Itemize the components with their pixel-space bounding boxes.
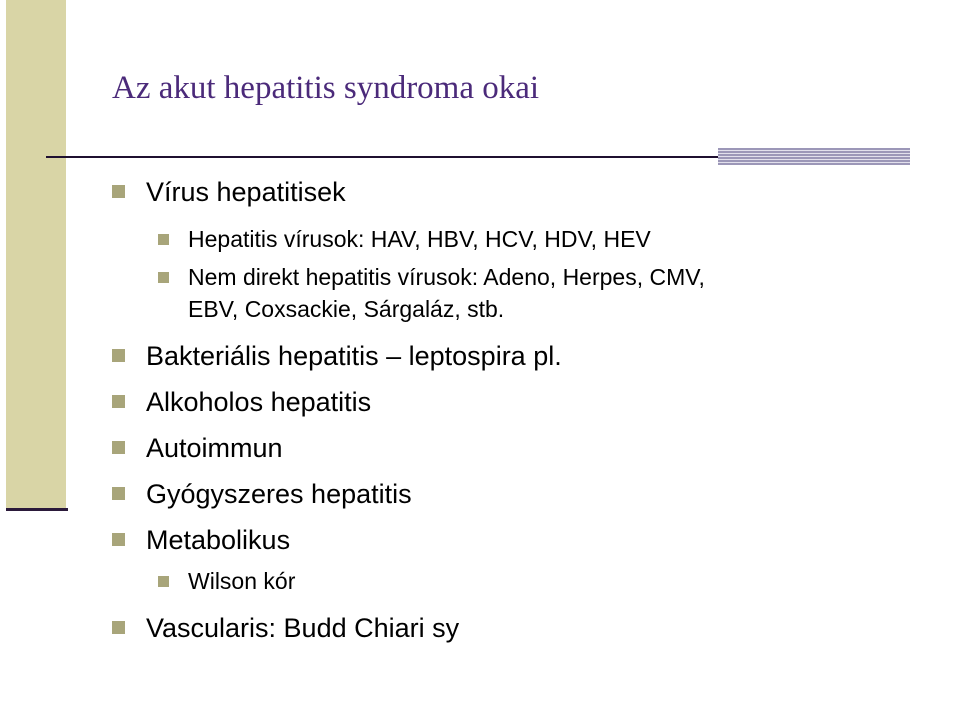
list-item (158, 568, 295, 596)
title-divider-accent (718, 148, 910, 165)
square-bullet-icon (158, 234, 169, 245)
list-item-text: Alkoholos hepatitis (146, 387, 372, 417)
square-bullet-icon (112, 621, 125, 634)
list-item-text: Gyógyszeres hepatitis (146, 479, 412, 509)
list-item-text-continued: EBV, Coxsackie, Sárgaláz, stb. (188, 295, 505, 322)
list-item-text: Vírus hepatitisek (146, 177, 346, 207)
list-item-text: Wilson kór (188, 568, 296, 594)
list-item (112, 176, 346, 208)
list-item-text: Hepatitis vírusok: HAV, HBV, HCV, HDV, HEV (188, 226, 651, 252)
slide-title: Az akut hepatitis syndroma okai (112, 70, 540, 106)
list-item-text: Nem direkt hepatitis vírusok: Adeno, Herpes, CMV, (188, 264, 705, 290)
list-item-text-group (188, 264, 705, 323)
list-item (158, 264, 705, 323)
list-item-text: Autoimmun (146, 433, 283, 463)
list-item (112, 612, 459, 644)
list-item (112, 432, 283, 464)
list-item (112, 340, 562, 372)
list-item-text: Vascularis: Budd Chiari sy (146, 613, 460, 643)
list-item-text: Metabolikus (146, 525, 291, 555)
left-accent-underline (6, 508, 68, 511)
list-item (112, 478, 412, 510)
square-bullet-icon (158, 272, 169, 283)
square-bullet-icon (112, 487, 125, 500)
square-bullet-icon (112, 441, 125, 454)
list-item (112, 386, 371, 418)
title-divider (46, 156, 718, 158)
list-item-text: Bakteriális hepatitis – leptospira pl. (146, 341, 562, 371)
list-item (158, 226, 651, 254)
square-bullet-icon (112, 395, 125, 408)
square-bullet-icon (158, 576, 169, 587)
list-item (112, 524, 290, 556)
left-accent-bar (6, 0, 66, 510)
square-bullet-icon (112, 185, 125, 198)
square-bullet-icon (112, 533, 125, 546)
square-bullet-icon (112, 349, 125, 362)
